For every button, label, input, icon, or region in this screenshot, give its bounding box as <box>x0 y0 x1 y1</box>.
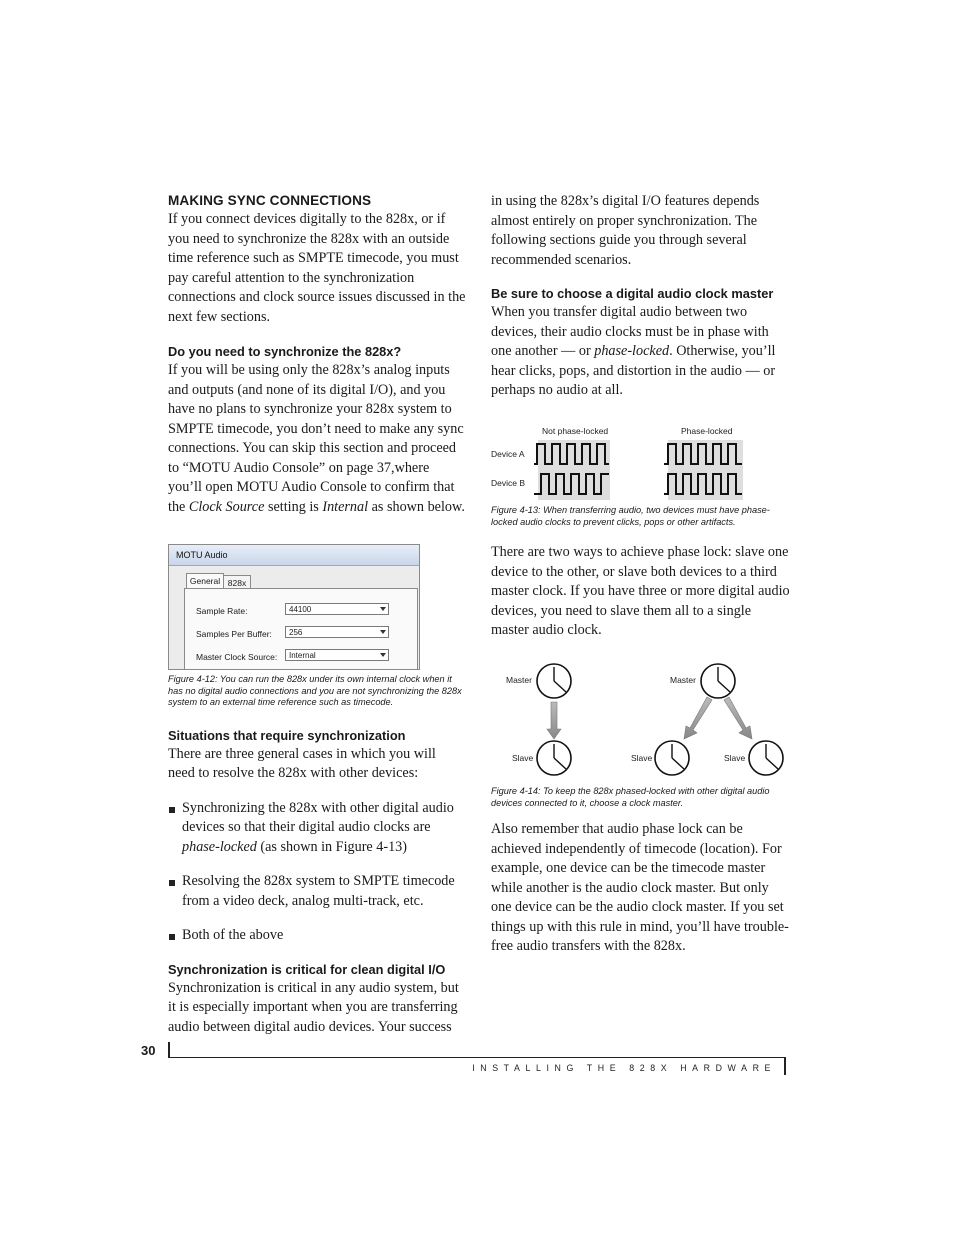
tab-828x[interactable]: 828x <box>223 575 251 589</box>
label-device-a: Device A <box>491 449 525 459</box>
arrow-down-icon <box>547 702 561 739</box>
label-slave-3: Slave <box>724 753 746 763</box>
paragraph-two-ways: There are two ways to achieve phase lock: slave one device to the other, or slave both devices to a third master clock. If you have three or more digital audio devices, you need to slave them all to a single master audio clock. <box>491 544 790 639</box>
figure-4-14-clock-diagram <box>490 655 790 785</box>
bullet-item-3: Both of the above <box>168 926 466 946</box>
dialog-title: MOTU Audio <box>169 545 419 566</box>
heading-clock-master: Be sure to choose a digital audio clock master <box>491 286 774 301</box>
paragraph-making-sync: If you connect devices digitally to the 828x, or if you need to synchronize the 828x with an outside time reference such as SMPTE timecode, you must pay careful attention to the synchronization connections and clock source issues discussed in the next few sections. <box>168 211 466 325</box>
clock-icon <box>537 664 571 698</box>
tab-general[interactable]: General <box>186 573 224 589</box>
chevron-down-icon <box>380 607 386 611</box>
label-slave-2: Slave <box>631 753 653 763</box>
figure-4-13-phase-diagram <box>488 420 788 504</box>
paragraph-do-you-need: If you will be using only the 828x’s analog inputs and outputs (and none of its digital I/O), and you have no plans to synchronize your 828x system to SMPTE timecode, you don’t need to make any sync connections. You can skip this section and proceed to “MOTU Audio Console” on page 37,where you’ll open MOTU Audio Console to confirm that the Clock Source setting is Internal as shown below. <box>168 362 465 515</box>
running-head: INSTALLING THE 828X HARDWARE <box>472 1063 776 1073</box>
paragraph-critical: Synchronization is critical in any audio system, but it is especially important when you are transferring audio between digital audio devices. Your success <box>168 979 459 1035</box>
master-clock-source-select[interactable]: Internal <box>285 649 389 661</box>
chevron-down-icon <box>380 653 386 657</box>
paragraph-also-remember: Also remember that audio phase lock can be achieved independently of timecode (location). For example, one device can be the timecode master while another is the audio clock master. But only one device can be the audio clock master. If you set things up with this rule in mind, you’ll have trouble-free audio transfers with the 828x. <box>491 821 789 955</box>
sample-rate-select[interactable]: 44100 <box>285 603 389 615</box>
section-heading-making-sync: MAKING SYNC CONNECTIONS <box>168 193 372 208</box>
right-column <box>491 192 791 401</box>
heading-situations: Situations that require synchronization <box>168 727 406 743</box>
clock-icon <box>749 741 783 775</box>
master-clock-source-label: Master Clock Source: <box>196 652 278 662</box>
bullet-item-2: Resolving the 828x system to SMPTE timecode from a video deck, analog multi-track, etc. <box>168 872 466 911</box>
arrow-down-right-icon <box>724 697 752 739</box>
right-column-lower <box>491 786 791 957</box>
left-column-lower <box>168 674 466 1037</box>
label-master-2: Master <box>670 675 696 685</box>
label-phase-locked: Phase-locked <box>681 426 733 436</box>
paragraph-situations: There are three general cases in which you will need to resolve the 828x with other devices: <box>168 745 436 782</box>
left-column <box>168 192 466 517</box>
arrow-down-left-icon <box>684 697 712 739</box>
chevron-down-icon <box>380 630 386 634</box>
label-slave-1: Slave <box>512 753 534 763</box>
clock-icon <box>655 741 689 775</box>
right-column-middle <box>491 505 791 641</box>
clock-icon <box>701 664 735 698</box>
label-master-1: Master <box>506 675 532 685</box>
clock-icon <box>537 741 571 775</box>
samples-per-buffer-label: Samples Per Buffer: <box>196 629 272 639</box>
samples-per-buffer-select[interactable]: 256 <box>285 626 389 638</box>
heading-do-you-need: Do you need to synchronize the 828x? <box>168 344 402 359</box>
dialog-panel <box>184 588 418 670</box>
figure-4-13-caption: Figure 4-13: When transferring audio, two devices must have phase-locked audio clocks to prevent clicks, pops or other artifacts. <box>491 505 770 527</box>
page-number: 30 <box>141 1043 156 1058</box>
label-device-b: Device B <box>491 478 526 488</box>
motu-audio-dialog <box>168 544 420 670</box>
label-not-phase-locked: Not phase-locked <box>542 426 609 436</box>
paragraph-clock-master: When you transfer digital audio between two devices, their audio clocks must be in phase with one another — or phase-locked. Otherwise, you’ll hear clicks, pops, and distortion in the audio — or perhaps no audio at all. <box>491 304 776 398</box>
sample-rate-label: Sample Rate: <box>196 606 248 616</box>
figure-4-12-caption: Figure 4-12: You can run the 828x under its own internal clock when it has no digital audio connections and you are not synchronizing the 828x system to an external time reference such as timecode. <box>168 674 462 708</box>
figure-4-14-caption: Figure 4-14: To keep the 828x phased-locked with other digital audio devices connected to it, choose a clock master. <box>491 786 770 808</box>
heading-critical: Synchronization is critical for clean digital I/O <box>168 961 446 977</box>
footer-rule <box>168 1057 785 1058</box>
footer-left-tick <box>168 1042 170 1058</box>
paragraph-continued: in using the 828x’s digital I/O features depends almost entirely on proper synchronization. The following sections guide you through several recommended scenarios. <box>491 193 760 268</box>
footer-right-tick <box>784 1057 786 1075</box>
bullet-item-1: Synchronizing the 828x with other digital audio devices so that their digital audio clocks are phase-locked (as shown in Figure 4-13) <box>168 799 466 858</box>
